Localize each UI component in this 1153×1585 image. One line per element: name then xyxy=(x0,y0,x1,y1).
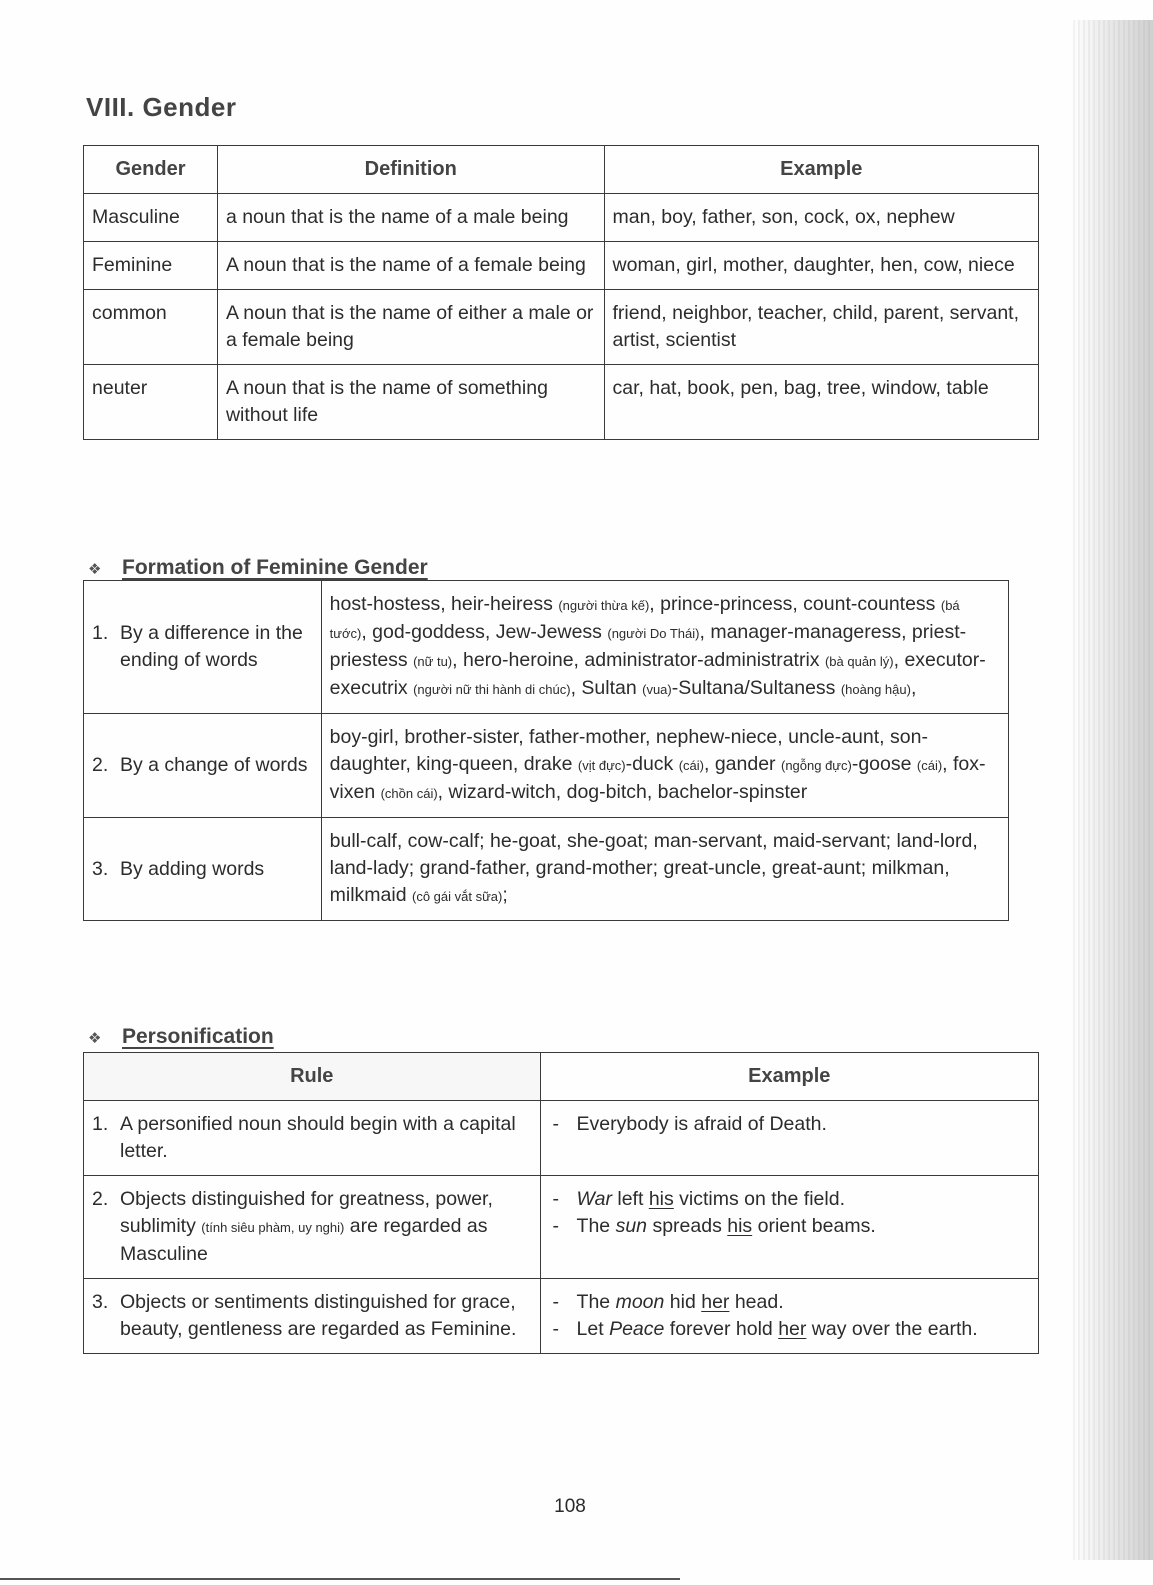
table-row xyxy=(84,1279,1039,1354)
definition-cell: a noun that is the name of a male being xyxy=(217,194,604,242)
personification-table xyxy=(83,1052,1039,1354)
vietnamese-gloss: (tính siêu phàm, uy nghi) xyxy=(201,1220,345,1235)
page-number: 108 xyxy=(554,1496,586,1517)
formation-examples-cell xyxy=(321,818,1008,921)
vietnamese-gloss: (vua) xyxy=(642,682,672,697)
text-segment: her xyxy=(701,1291,730,1313)
text-segment: -Sultana/Sultaness xyxy=(671,677,841,699)
rule-cell xyxy=(84,1101,541,1176)
vietnamese-gloss: (ngỗng đực) xyxy=(780,758,852,773)
text-segment: host-hostess, heir-heiress xyxy=(329,593,559,615)
example-cell xyxy=(540,1101,1038,1176)
example-line: - Everybody is afraid of Death. xyxy=(552,1113,827,1135)
example-cell: woman, girl, mother, daughter, hen, cow, niece xyxy=(604,242,1038,290)
formation-method-label: By a change of words xyxy=(120,754,308,776)
definition-cell: A noun that is the name of a female being xyxy=(217,242,604,290)
vietnamese-gloss: (cái) xyxy=(678,758,704,773)
text-segment: hid xyxy=(664,1291,702,1313)
item-number: 1. xyxy=(92,622,109,644)
table-row xyxy=(84,1101,1039,1176)
text-segment: , executor-executrix xyxy=(329,649,986,699)
text-segment: -duck xyxy=(625,753,679,775)
gender-cell: Masculine xyxy=(84,194,218,242)
table-row xyxy=(84,194,1039,242)
item-number: 1. xyxy=(92,1113,109,1135)
text-segment: sun xyxy=(615,1215,648,1237)
text-segment: , gander xyxy=(704,753,781,775)
text-segment: left xyxy=(611,1188,649,1210)
text-segment: her xyxy=(778,1318,807,1340)
column-header-example: Example xyxy=(604,146,1038,194)
text-segment: , hero-heroine, administrator-administratrix xyxy=(452,649,825,671)
table-row xyxy=(84,818,1009,921)
vietnamese-gloss: (người Do Thái) xyxy=(607,626,700,641)
text-segment: Objects distinguished for greatness, power, sublimity xyxy=(120,1188,493,1237)
formation-heading xyxy=(88,556,428,580)
column-header-rule: Rule xyxy=(84,1053,541,1101)
column-header-example: Example xyxy=(540,1053,1038,1101)
text-segment: , wizard-witch, dog-bitch, bachelor-spinster xyxy=(437,781,808,803)
personification-header-row xyxy=(84,1053,1039,1101)
text-segment: way over the earth. xyxy=(806,1318,978,1340)
formation-examples-cell xyxy=(321,714,1008,818)
text-segment: , manager-manageress, priest-priestess xyxy=(329,621,967,671)
vietnamese-gloss: (bá tước) xyxy=(329,598,960,641)
text-segment: Objects or sentiments distinguished for grace, beauty, gentleness are regarded as Feminine. xyxy=(120,1291,517,1340)
text-segment: , god-goddess, Jew-Jewess xyxy=(361,621,608,643)
formation-heading-text: Formation of Feminine Gender xyxy=(122,556,428,579)
vietnamese-gloss: (người thừa kế) xyxy=(558,598,650,613)
text-segment: orient beams. xyxy=(752,1215,876,1237)
bottom-rule xyxy=(0,1578,680,1580)
formation-method-label: By a difference in the ending of words xyxy=(120,622,303,671)
text-segment: Everybody is afraid of Death. xyxy=(576,1113,827,1135)
table-row xyxy=(84,242,1039,290)
example-cell: car, hat, book, pen, bag, tree, window, table xyxy=(604,365,1038,440)
table-row xyxy=(84,581,1009,714)
vietnamese-gloss: (cô gái vắt sữa) xyxy=(411,889,503,904)
text-segment: forever hold xyxy=(664,1318,779,1340)
text-segment: Let xyxy=(576,1318,610,1340)
text-segment: A personified noun should begin with a capital letter. xyxy=(120,1113,516,1162)
example-cell xyxy=(540,1176,1038,1279)
table-row xyxy=(84,714,1009,818)
rule-text xyxy=(120,1289,532,1343)
text-segment: War xyxy=(576,1188,612,1210)
text-segment: moon xyxy=(615,1291,665,1313)
vietnamese-gloss: (chồn cái) xyxy=(380,786,438,801)
example-cell: man, boy, father, son, cock, ox, nephew xyxy=(604,194,1038,242)
formation-examples-cell xyxy=(321,581,1008,714)
formation-table xyxy=(83,580,1009,921)
gender-cell: common xyxy=(84,290,218,365)
text-segment: head. xyxy=(729,1291,784,1313)
gender-cell: Feminine xyxy=(84,242,218,290)
example-cell: friend, neighbor, teacher, child, parent, servant, artist, scientist xyxy=(604,290,1038,365)
item-number: 3. xyxy=(92,857,109,880)
personification-heading-text: Personification xyxy=(122,1025,274,1048)
example-line: - War left his victims on the field. xyxy=(552,1188,845,1210)
vietnamese-gloss: (bà quản lý) xyxy=(824,654,894,669)
text-segment: , xyxy=(910,677,917,699)
item-number: 3. xyxy=(92,1291,109,1313)
text-segment: are regarded as Masculine xyxy=(120,1215,488,1265)
rule-cell xyxy=(84,1279,541,1354)
text-segment: his xyxy=(727,1215,753,1237)
vietnamese-gloss: (cái) xyxy=(916,758,943,773)
formation-method-cell xyxy=(84,581,322,714)
formation-method-label: By adding words xyxy=(120,857,265,880)
example-line: - The moon hid her head. xyxy=(552,1291,784,1313)
diamond-bullet-icon: ❖ xyxy=(88,561,102,578)
vietnamese-gloss: (vịt đực) xyxy=(577,758,626,773)
text-segment: boy-girl, brother-sister, father-mother, nephew-niece, uncle-aunt, son-daughter, king-queen, drake xyxy=(329,726,928,775)
text-segment: ; xyxy=(502,884,508,906)
column-header-gender: Gender xyxy=(84,146,218,194)
text-segment: The xyxy=(576,1291,616,1313)
table-row xyxy=(84,1176,1039,1279)
formation-method-cell xyxy=(84,714,322,818)
diamond-bullet-icon: ❖ xyxy=(88,1030,102,1047)
example-cell xyxy=(540,1279,1038,1354)
example-line: - The sun spreads his orient beams. xyxy=(552,1215,876,1237)
text-segment: The xyxy=(576,1215,616,1237)
vietnamese-gloss: (nữ tu) xyxy=(413,654,453,669)
rule-cell xyxy=(84,1176,541,1279)
text-segment: his xyxy=(648,1188,674,1210)
page-title: VIII. Gender xyxy=(86,92,237,122)
item-number: 2. xyxy=(92,754,109,776)
example-line: - Let Peace forever hold her way over the earth. xyxy=(552,1318,978,1340)
text-segment: bull-calf, cow-calf; he-goat, she-goat; man-servant, maid-servant; land-lord, land-lady; grand-father, grand-mother; great-uncle, great-aunt; milkman, milkmaid xyxy=(329,830,978,906)
vietnamese-gloss: (người nữ thi hành di chúc) xyxy=(413,682,571,697)
table-row xyxy=(84,365,1039,440)
definition-cell: A noun that is the name of either a male or a female being xyxy=(217,290,604,365)
text-segment: Peace xyxy=(609,1318,665,1340)
gender-cell: neuter xyxy=(84,365,218,440)
gender-table xyxy=(83,145,1039,440)
text-segment: , prince-princess, count-countess xyxy=(649,593,941,615)
formation-method-cell xyxy=(84,818,322,921)
text-segment: spreads xyxy=(647,1215,728,1237)
table-row xyxy=(84,290,1039,365)
text-segment: , Sultan xyxy=(570,677,643,699)
item-number: 2. xyxy=(92,1188,109,1210)
text-segment: victims on the field. xyxy=(673,1188,845,1210)
column-header-definition: Definition xyxy=(217,146,604,194)
gender-table-header-row xyxy=(84,146,1039,194)
rule-text xyxy=(120,1186,532,1268)
rule-text xyxy=(120,1111,532,1165)
text-segment: , fox-vixen xyxy=(329,753,986,803)
vietnamese-gloss: (hoàng hậu) xyxy=(840,682,911,697)
scan-edge-shadow xyxy=(1073,20,1153,1560)
personification-heading xyxy=(88,1025,274,1049)
definition-cell: A noun that is the name of something without life xyxy=(217,365,604,440)
text-segment: -goose xyxy=(851,753,917,775)
